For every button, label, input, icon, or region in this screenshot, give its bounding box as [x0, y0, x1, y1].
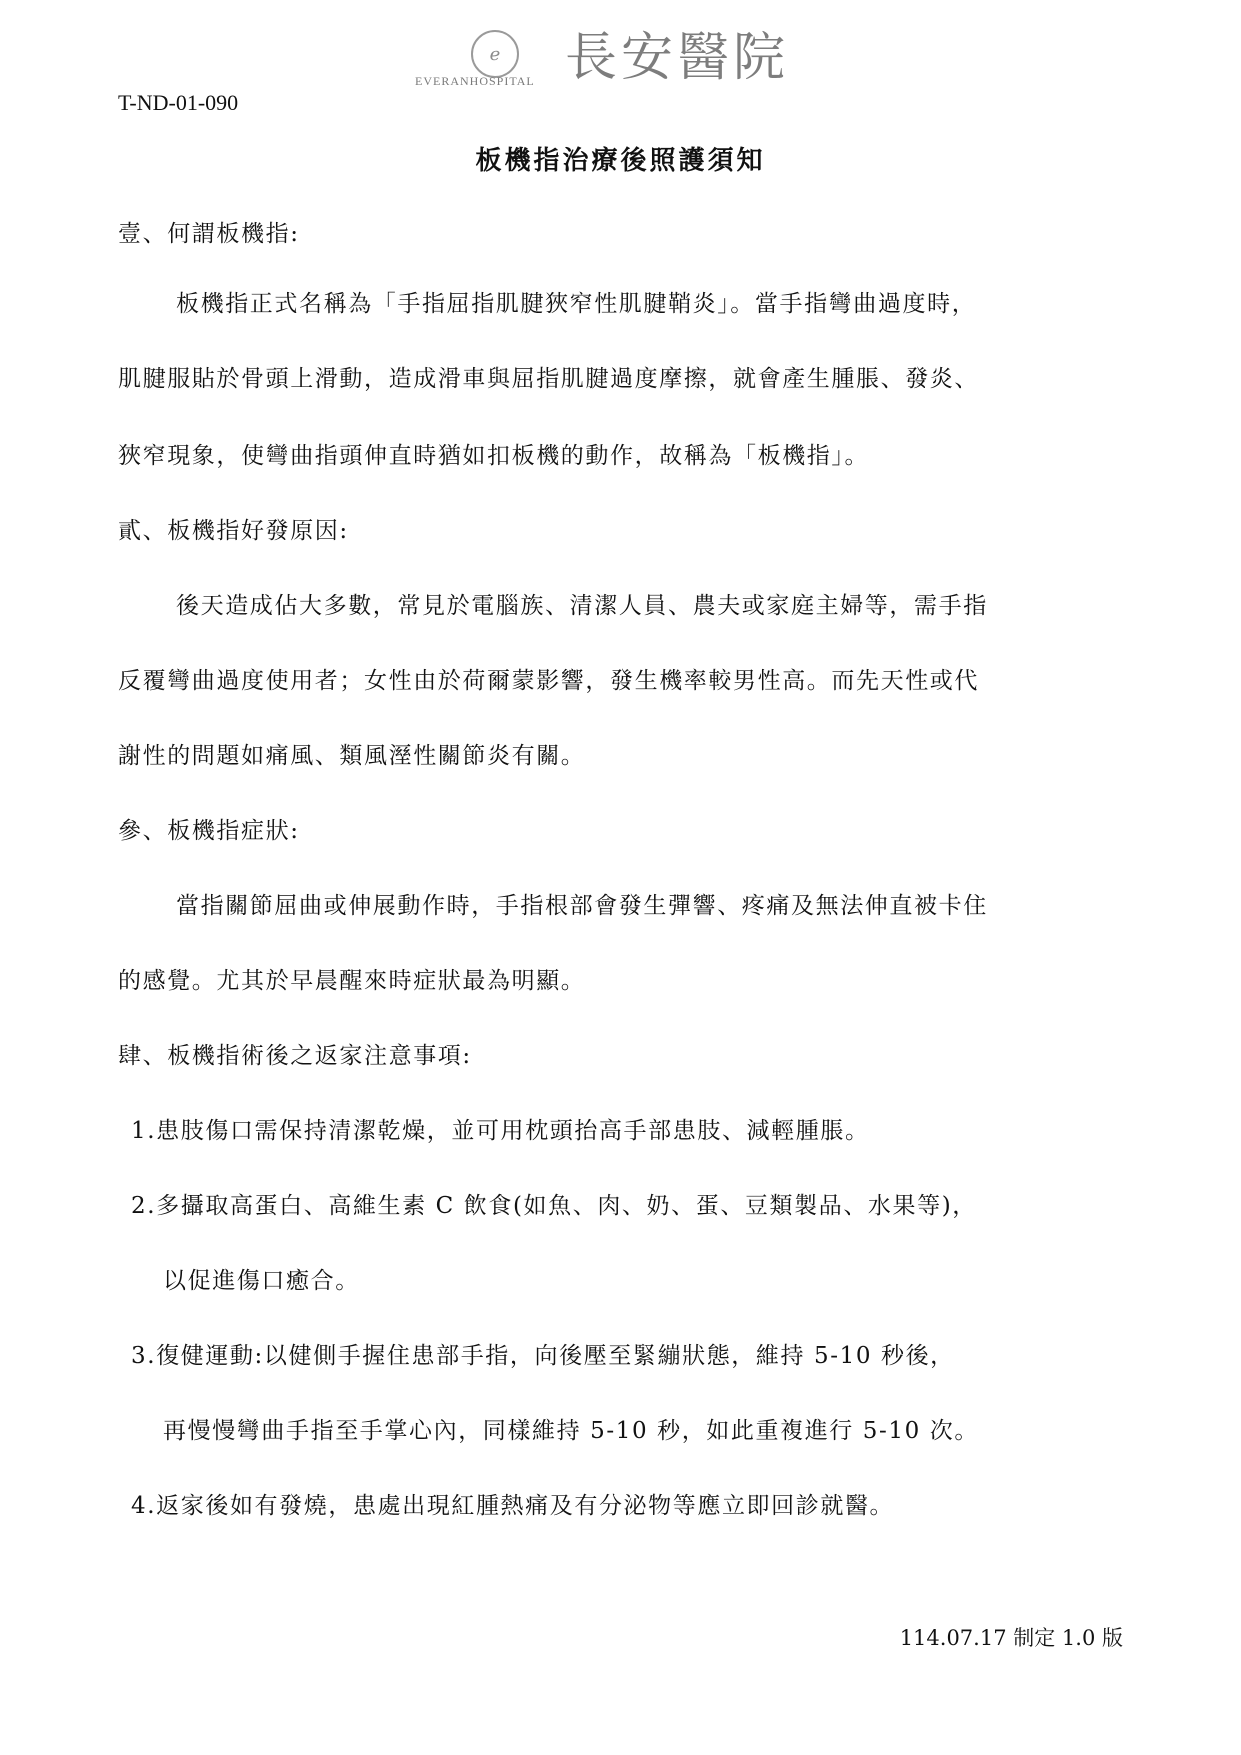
section-heading: 壹、何謂板機指:	[118, 221, 300, 247]
paragraph-line: 謝性的問題如痛風、類風溼性關節炎有關。	[118, 743, 586, 769]
paragraph-line: 的感覺。尤其於早晨醒來時症狀最為明顯。	[118, 968, 586, 994]
page-title: 板機指治療後照護須知	[475, 146, 766, 176]
paragraph-line: 肌腱服貼於骨頭上滑動，造成滑車與屈指肌腱過度摩擦，就會產生腫脹、發炎、	[118, 366, 979, 392]
paragraph-line: 反覆彎曲過度使用者；女性由於荷爾蒙影響，發生機率較男性高。而先天性或代	[118, 668, 979, 694]
paragraph-line: 當指關節屈曲或伸展動作時，手指根部會發生彈響、疼痛及無法伸直被卡住	[176, 893, 988, 919]
list-item: 1.患肢傷口需保持清潔乾燥，並可用枕頭抬高手部患肢、減輕腫脹。	[131, 1118, 870, 1144]
list-item: 2.多攝取高蛋白、高維生素 C 飲食(如魚、肉、奶、蛋、豆類製品、水果等)，	[131, 1193, 977, 1219]
list-item: 4.返家後如有發燒，患處出現紅腫熱痛及有分泌物等應立即回診就醫。	[131, 1493, 895, 1519]
list-item-continuation: 以促進傷口癒合。	[163, 1268, 360, 1294]
paragraph-line: 板機指正式名稱為「手指屈指肌腱狹窄性肌腱鞘炎」。當手指彎曲過度時，	[176, 291, 977, 317]
section-heading: 參、板機指症狀:	[118, 818, 300, 844]
version-footer: 114.07.17 制定 1.0 版	[899, 1626, 1123, 1650]
section-heading: 肆、板機指術後之返家注意事項:	[118, 1043, 472, 1069]
document-code: T-ND-01-090	[118, 90, 239, 115]
logo-chinese: 長安醫院	[565, 28, 790, 88]
hospital-emblem-icon: e	[471, 30, 519, 78]
list-item: 3.復健運動:以健側手握住患部手指，向後壓至緊繃狀態，維持 5-10 秒後，	[131, 1343, 955, 1369]
logo-english: EVERANHOSPITAL	[415, 74, 535, 88]
hospital-logo	[415, 30, 835, 90]
paragraph-line: 狹窄現象，使彎曲指頭伸直時猶如扣板機的動作，故稱為「板機指」。	[118, 443, 870, 469]
paragraph-line: 後天造成佔大多數，常見於電腦族、清潔人員、農夫或家庭主婦等，需手指	[176, 593, 988, 619]
section-heading: 貳、板機指好發原因:	[118, 518, 349, 544]
list-item-continuation: 再慢慢彎曲手指至手掌心內，同樣維持 5-10 秒，如此重複進行 5-10 次。	[163, 1418, 979, 1444]
